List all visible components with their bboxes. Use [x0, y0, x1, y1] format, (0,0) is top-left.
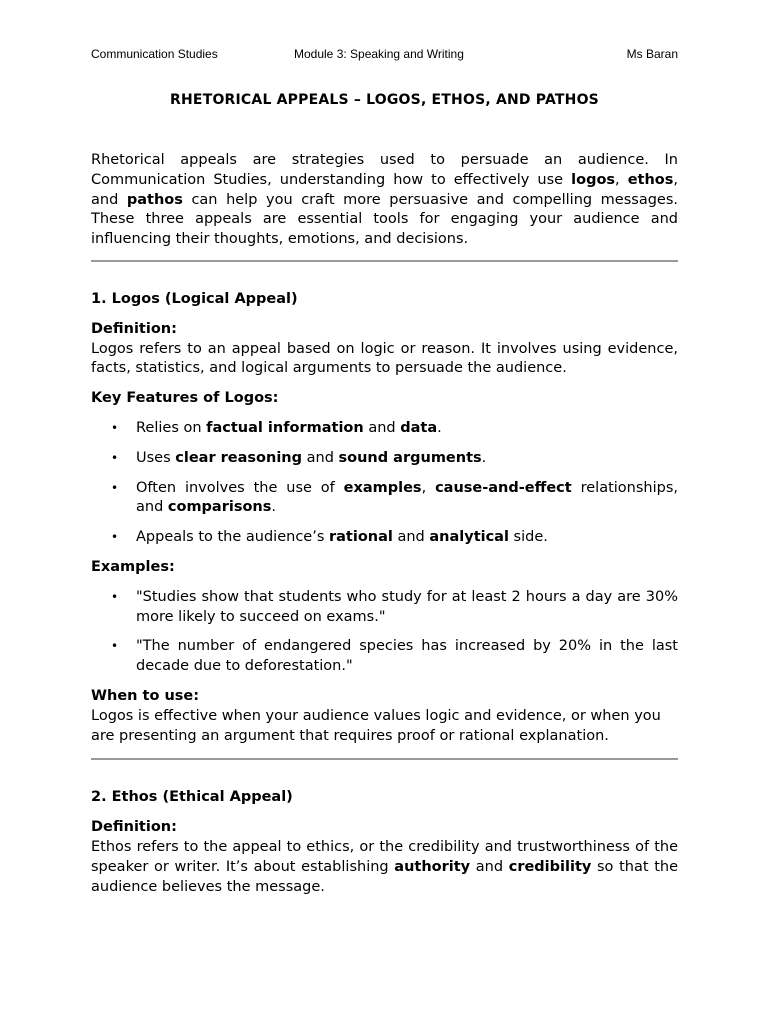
- logos-when-label: When to use:: [91, 687, 200, 704]
- section-divider: [91, 758, 678, 760]
- logos-examples-label: Examples:: [91, 558, 175, 575]
- logos-features-list: [91, 419, 678, 548]
- intro-paragraph: Rhetorical appeals are strategies used to persuade an audience. In Communication Studies, understanding how to effectively use logos, ethos, and pathos can help you craft more persuasive and compelling messages. These three appeals are essential tools for engaging your audience and influencing their thoughts, emotions, and decisions.: [91, 152, 678, 248]
- ethos-definition: Ethos refers to the appeal to ethics, or the credibility and trustworthiness of the speaker or writer. It’s about establishing authority and credibility so that the audience believes the message.: [91, 838, 678, 895]
- ethos-definition-label: Definition:: [91, 819, 177, 836]
- logos-definition: Logos refers to an appeal based on logic or reason. It involves using evidence, facts, statistics, and logical arguments to persuade the audience.: [91, 340, 678, 377]
- section-divider: [91, 260, 678, 262]
- logos-features-label: Key Features of Logos:: [91, 390, 279, 407]
- logos-definition-label: Definition:: [91, 320, 177, 337]
- list-item: • Appeals to the audience’s rational and analytical side.: [111, 529, 548, 546]
- document-title: RHETORICAL APPEALS – LOGOS, ETHOS, AND PATHOS: [170, 92, 599, 108]
- logos-heading: 1. Logos (Logical Appeal): [91, 290, 298, 307]
- header-teacher: Ms Baran: [626, 47, 678, 61]
- document-body: [91, 151, 678, 897]
- list-item: • Relies on factual information and data.: [111, 419, 442, 436]
- header-course: Communication Studies: [91, 47, 218, 61]
- header-module: Module 3: Speaking and Writing: [294, 47, 464, 61]
- list-item: • Uses clear reasoning and sound arguments.: [111, 449, 487, 466]
- list-item: • "Studies show that students who study for at least 2 hours a day are 30% more likely to succeed on exams.": [111, 588, 678, 625]
- page-header: [91, 47, 678, 65]
- logos-examples-list: [91, 588, 678, 677]
- list-item: • "The number of endangered species has increased by 20% in the last decade due to deforestation.": [111, 638, 678, 675]
- logos-when-text: Logos is effective when your audience values logic and evidence, or when you are presenting an argument that requires proof or rational explanation.: [91, 707, 661, 744]
- list-item: • Often involves the use of examples, cause-and-effect relationships, and comparisons.: [111, 479, 678, 516]
- ethos-heading: 2. Ethos (Ethical Appeal): [91, 789, 293, 806]
